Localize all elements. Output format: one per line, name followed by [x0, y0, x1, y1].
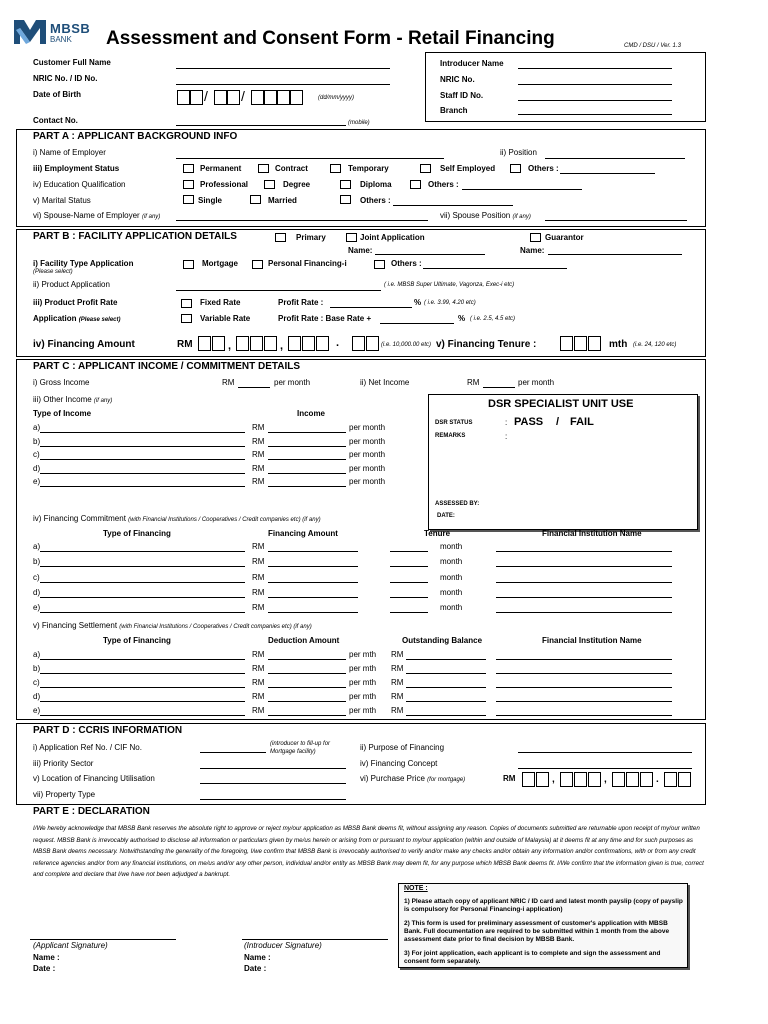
concept-field[interactable]	[518, 768, 692, 769]
net-field[interactable]	[483, 387, 515, 388]
commit-rm: RM	[252, 572, 265, 582]
spouse-position-field[interactable]	[545, 220, 687, 221]
settle-os-rm: RM	[391, 706, 404, 715]
page-title: Assessment and Consent Form - Retail Financing	[106, 28, 555, 49]
mbsb-logo-icon	[14, 18, 46, 46]
label-purpose: ii) Purpose of Financing	[360, 743, 445, 752]
settle-os-rm: RM	[391, 692, 404, 701]
commit-row-label: e)	[33, 603, 41, 613]
commit-fi-field[interactable]	[496, 566, 672, 567]
note-title: NOTE :	[404, 885, 428, 892]
contract-label: Contract	[275, 164, 308, 173]
settle-outstanding-field[interactable]	[406, 701, 486, 702]
commit-tenure-field[interactable]	[390, 597, 428, 598]
commit-fi-field[interactable]	[496, 612, 672, 613]
tenure-hint: (i.e. 24, 120 etc)	[633, 342, 677, 348]
applicant-signature-label: (Applicant Signature)	[33, 941, 108, 950]
commit-month: month	[440, 557, 463, 567]
purpose-field[interactable]	[518, 752, 692, 753]
logo-sub: BANK	[50, 35, 72, 44]
ref-no-field[interactable]	[200, 752, 266, 753]
amount-hint: (i.e. 10,000.00 etc)	[381, 342, 432, 348]
settle-fi-field[interactable]	[496, 687, 672, 688]
joint-checkbox[interactable]	[346, 233, 357, 242]
settle-fi-field[interactable]	[496, 701, 672, 702]
guarantor-label: Guarantor	[545, 233, 584, 242]
income-row-label: d)	[33, 463, 41, 473]
label-ref-no: i) Application Ref No. / CIF No.	[33, 743, 142, 752]
others-marital-field[interactable]	[393, 205, 513, 206]
primary-label: Primary	[296, 233, 326, 242]
commit-amount-field[interactable]	[268, 612, 358, 613]
professional-label: Professional	[200, 180, 249, 189]
permanent-label: Permanent	[200, 164, 242, 173]
others-edu-label: Others :	[428, 180, 459, 189]
spouse-employer-field[interactable]	[176, 220, 428, 221]
settle-outstanding-field[interactable]	[406, 673, 486, 674]
settle-type-field[interactable]	[40, 673, 245, 674]
settle-outstanding-field[interactable]	[406, 687, 486, 688]
label-gross: i) Gross Income	[33, 378, 90, 387]
full-name-field[interactable]	[176, 68, 390, 69]
diploma-label: Diploma	[360, 180, 392, 189]
label-application: Application (Please select)	[33, 314, 121, 323]
declaration-text: I/We hereby acknowledge that MBSB Bank reserves the absolute right to approve or reject my/our application as MBSB Bank deems fit, without assigning any reason. Copies of documents submitted are returnable upon receipt of my/our written request. MBSB Bank is irrevocably authorised to disclose all information or particulars given by me/us herein or arising from or pursuant to my/our application (within and outside of Malaysia) at it deems fit at any time and for such purposes as MBSB Bank deems necessary. Notwithstanding the generality of the foregoing, I/we confirm that MBSB Bank is irrevocably authorised to verify and/or make any checks and/or obtain any information and/or confirmations, with or from any credit reference agencies and/or from any financial institutions, on me/us and/or any other person, individual and/or entity as MBSB Bank may deem fit, for any purpose which MBSB Bank deems fit. I/We confirm that the information given is true, correct and complete and declare that I/we have not been adjudged a bankrupt.	[33, 825, 704, 878]
married-label: Married	[268, 196, 297, 205]
income-type-field[interactable]	[40, 486, 245, 487]
contact-field[interactable]	[176, 125, 346, 126]
applicant-name-label: Name :	[33, 953, 60, 962]
self-employed-label: Self Employed	[440, 164, 496, 173]
part-c-title: PART C : APPLICANT INCOME / COMMITMENT DETAILS	[33, 361, 301, 372]
introducer-signature-line[interactable]	[242, 939, 388, 940]
settle-os-rm: RM	[391, 664, 404, 673]
nric-field[interactable]	[176, 84, 390, 85]
income-per-month: per month	[349, 463, 386, 473]
branch-field[interactable]	[518, 114, 672, 115]
commit-fi-header: Financial Institution Name	[542, 529, 642, 538]
product-hint: ( i.e. MBSB Super Ultimate, Vagonza, Exec-i etc)	[384, 282, 515, 288]
amount-rm-label: RM	[177, 339, 193, 350]
commit-fi-field[interactable]	[496, 551, 672, 552]
commit-tenure-field[interactable]	[390, 551, 428, 552]
label-staff-id: Staff ID No.	[440, 91, 484, 100]
form-code: CMD / DSU / Ver. 1.3	[624, 43, 681, 49]
commit-rm: RM	[252, 587, 265, 597]
variable-rate-checkbox[interactable]	[181, 314, 192, 323]
note-2: 2) This form is used for preliminary assessment of customer's application with MBSB Bank. Full documentation are required to be submitted within 1 month from the above assessment date prior to final decision by MBSB Bank.	[404, 920, 670, 943]
part-b-title: PART B : FACILITY APPLICATION DETAILS	[33, 231, 237, 242]
product-field[interactable]	[176, 290, 381, 291]
label-employer: i) Name of Employer	[33, 148, 106, 157]
label-contact: Contact No.	[33, 116, 78, 125]
label-marital: v) Marital Status	[33, 196, 91, 205]
label-tenure: v) Financing Tenure :	[436, 339, 537, 350]
label-concept: iv) Financing Concept	[360, 759, 438, 768]
others-edu-checkbox[interactable]	[410, 180, 421, 189]
guarantor-checkbox[interactable]	[530, 233, 541, 242]
temporary-label: Temporary	[348, 164, 389, 173]
label-property-type: vii) Property Type	[33, 790, 96, 799]
introducer-name-label: Name :	[244, 953, 271, 962]
temporary-checkbox[interactable]	[330, 164, 341, 173]
income-rm: RM	[252, 450, 265, 459]
settle-deduction-field[interactable]	[268, 659, 346, 660]
introducer-signature-label: (Introducer Signature)	[244, 941, 322, 950]
price-rm: RM	[503, 774, 516, 783]
please-select-hint: (Please select)	[33, 269, 73, 275]
variable-rate-hint: ( i.e. 2.5, 4.5 etc)	[470, 316, 516, 322]
others-edu-field[interactable]	[462, 189, 582, 190]
label-commitment: iv) Financing Commitment (with Financial Institutions / Cooperatives / Credit companies etc) (if any)	[33, 514, 321, 523]
profit-rate-label: Profit Rate :	[278, 298, 324, 307]
dsr-box	[428, 394, 698, 530]
primary-checkbox[interactable]	[275, 233, 286, 242]
joint-label: Joint Application	[360, 233, 425, 242]
income-amount-field[interactable]	[268, 473, 346, 474]
commit-amount-field[interactable]	[268, 582, 358, 583]
income-rm: RM	[252, 436, 265, 446]
income-per-month: per month	[349, 423, 386, 432]
income-type-field[interactable]	[40, 432, 245, 433]
gross-per-month: per month	[274, 378, 311, 387]
dsr-pass[interactable]: PASS	[514, 416, 544, 428]
variable-rate-label: Variable Rate	[200, 314, 251, 323]
label-settlement: v) Financing Settlement (with Financial Institutions / Cooperatives / Credit companies etc) (if any)	[33, 621, 312, 630]
others-emp-field[interactable]	[560, 173, 655, 174]
mth-label: mth	[609, 339, 628, 350]
settle-rm: RM	[252, 664, 265, 673]
part-e-title: PART E : DECLARATION	[33, 806, 150, 817]
commit-row-label: c)	[33, 572, 40, 582]
settle-type-field[interactable]	[40, 715, 245, 716]
settle-row-label: a)	[33, 650, 41, 659]
dsr-status-label: DSR STATUS	[435, 420, 473, 426]
contract-checkbox[interactable]	[258, 164, 269, 173]
commit-amount-header: Financing Amount	[268, 529, 338, 538]
commit-rm: RM	[252, 542, 265, 551]
single-label: Single	[198, 196, 223, 205]
dob-format: (dd/mm/yyyy)	[318, 95, 354, 101]
commit-type-field[interactable]	[40, 612, 245, 613]
settle-type-field[interactable]	[40, 659, 245, 660]
commit-month: month	[440, 572, 463, 582]
commit-tenure-field[interactable]	[390, 582, 428, 583]
income-type-field[interactable]	[40, 446, 245, 447]
fixed-rate-label: Fixed Rate	[200, 298, 241, 307]
others-marital-checkbox[interactable]	[340, 195, 351, 204]
joint-name-field[interactable]	[375, 254, 485, 255]
settle-fi-field[interactable]	[496, 659, 672, 660]
income-type-field[interactable]	[40, 473, 245, 474]
dsr-fail[interactable]: FAIL	[570, 416, 594, 428]
label-profit-rate: iii) Product Profit Rate	[33, 298, 118, 307]
fixed-rate-checkbox[interactable]	[181, 299, 192, 308]
location-field[interactable]	[200, 783, 346, 784]
fixed-rate-field[interactable]	[330, 307, 412, 308]
income-amount-field[interactable]	[268, 446, 346, 447]
settle-deduction-header: Deduction Amount	[268, 636, 340, 645]
settle-rm: RM	[252, 692, 265, 701]
commit-type-field[interactable]	[40, 551, 245, 552]
label-purchase-price: vi) Purchase Price (for mortgage)	[360, 774, 466, 783]
property-type-field[interactable]	[200, 799, 346, 800]
married-checkbox[interactable]	[250, 195, 261, 204]
commit-tenure-header: Tenure	[424, 529, 451, 538]
single-checkbox[interactable]	[183, 195, 194, 204]
label-financing-amount: iv) Financing Amount	[33, 339, 135, 350]
income-row-label: a)	[33, 423, 41, 432]
income-amount-field[interactable]	[268, 459, 346, 460]
gross-field[interactable]	[238, 387, 270, 388]
settle-per-mth: per mth	[349, 664, 377, 673]
commit-row-label: a)	[33, 542, 41, 551]
dsr-title: DSR SPECIALIST UNIT USE	[488, 398, 634, 410]
settle-row-label: e)	[33, 706, 41, 715]
net-rm: RM	[467, 378, 480, 387]
others-facility-checkbox[interactable]	[374, 260, 385, 269]
label-location: v) Location of Financing Utilisation	[33, 774, 155, 783]
others-facility-field[interactable]	[423, 268, 567, 269]
degree-label: Degree	[283, 180, 311, 189]
income-rm: RM	[252, 423, 265, 432]
remarks-label: REMARKS	[435, 433, 466, 439]
mortgage-checkbox[interactable]	[183, 260, 194, 269]
staff-id-field[interactable]	[518, 100, 672, 101]
gross-rm: RM	[222, 378, 235, 387]
label-priority: iii) Priority Sector	[33, 759, 94, 768]
income-per-month: per month	[349, 477, 386, 486]
income-row-label: c)	[33, 450, 40, 459]
label-full-name: Customer Full Name	[33, 58, 111, 67]
settle-rm: RM	[252, 678, 265, 687]
position-field[interactable]	[545, 158, 685, 159]
settle-per-mth: per mth	[349, 706, 377, 715]
settle-outstanding-field[interactable]	[406, 659, 486, 660]
income-amount-field[interactable]	[268, 486, 346, 487]
type-income-header: Type of Income	[33, 409, 92, 418]
intro-nric-field[interactable]	[518, 84, 672, 85]
settle-per-mth: per mth	[349, 692, 377, 701]
assessed-by-label: ASSESSED BY:	[435, 501, 480, 507]
income-header: Income	[297, 409, 326, 418]
professional-checkbox[interactable]	[183, 180, 194, 189]
settle-os-rm: RM	[391, 678, 404, 687]
settle-row-label: d)	[33, 692, 41, 701]
mobile-hint: (mobile)	[348, 120, 370, 126]
commit-month: month	[440, 587, 463, 597]
part-d-title: PART D : CCRIS INFORMATION	[33, 725, 183, 736]
label-facility-type: i) Facility Type Application	[33, 259, 134, 268]
settle-row-label: c)	[33, 678, 40, 687]
commit-type-field[interactable]	[40, 566, 245, 567]
label-spouse-employer: vi) Spouse-Name of Employer (if any)	[33, 211, 161, 220]
others-emp-label: Others :	[528, 164, 559, 173]
settle-os-rm: RM	[391, 650, 404, 659]
income-row-label: b)	[33, 436, 41, 446]
label-intro-nric: NRIC No.	[440, 75, 475, 84]
joint-name-label: Name:	[348, 246, 373, 255]
others-marital-label: Others :	[360, 196, 391, 205]
settle-rm: RM	[252, 650, 265, 659]
label-product: ii) Product Application	[33, 280, 110, 289]
others-facility-label: Others :	[391, 259, 422, 268]
settle-fi-field[interactable]	[496, 715, 672, 716]
base-rate-label: Profit Rate : Base Rate +	[278, 314, 372, 323]
commit-rm: RM	[252, 603, 265, 613]
income-rm: RM	[252, 463, 265, 473]
income-row-label: e)	[33, 477, 41, 486]
commit-rm: RM	[252, 557, 265, 567]
settle-deduction-field[interactable]	[268, 687, 346, 688]
fixed-rate-hint: ( i.e. 3.99, 4.20 etc)	[424, 300, 476, 306]
note-1: 1) Please attach copy of applicant NRIC / ID card and latest month payslip (copy of payslip is compulsory for Personal Financing-i application)	[404, 898, 683, 913]
permanent-checkbox[interactable]	[183, 164, 194, 173]
commit-row-label: d)	[33, 587, 41, 597]
intro-name-field[interactable]	[518, 68, 672, 69]
settle-outstanding-header: Outstanding Balance	[402, 636, 483, 645]
dsr-date-label: DATE:	[437, 513, 455, 519]
others-emp-checkbox[interactable]	[510, 164, 521, 173]
commit-tenure-field[interactable]	[390, 612, 428, 613]
percent-sign-2: %	[458, 314, 466, 323]
label-emp-status: iii) Employment Status	[33, 164, 120, 173]
percent-sign: %	[414, 298, 422, 307]
introducer-date-label: Date :	[244, 964, 267, 973]
commit-type-field[interactable]	[40, 582, 245, 583]
commit-fi-field[interactable]	[496, 597, 672, 598]
label-nric: NRIC No. / ID No.	[33, 74, 98, 83]
intro-note: (introducer to fill-up for Mortgage facility)	[270, 741, 331, 755]
commit-amount-field[interactable]	[268, 551, 358, 552]
label-other-income: iii) Other Income (if any)	[33, 395, 113, 404]
guarantor-name-field[interactable]	[548, 254, 682, 255]
commit-fi-field[interactable]	[496, 582, 672, 583]
commit-tenure-field[interactable]	[390, 566, 428, 567]
priority-field[interactable]	[200, 768, 346, 769]
label-intro-name: Introducer Name	[440, 59, 504, 68]
label-position: ii) Position	[500, 148, 537, 157]
applicant-date-label: Date :	[33, 964, 56, 973]
settle-rm: RM	[252, 706, 265, 715]
personal-checkbox[interactable]	[252, 260, 263, 269]
settle-row-label: b)	[33, 664, 41, 673]
net-per-month: per month	[518, 378, 555, 387]
self-employed-checkbox[interactable]	[420, 164, 431, 173]
income-rm: RM	[252, 477, 265, 486]
settle-deduction-field[interactable]	[268, 673, 346, 674]
label-dob: Date of Birth	[33, 90, 81, 99]
diploma-checkbox[interactable]	[340, 180, 351, 189]
degree-checkbox[interactable]	[264, 180, 275, 189]
income-per-month: per month	[349, 450, 386, 459]
commit-amount-field[interactable]	[268, 597, 358, 598]
commit-type-field[interactable]	[40, 597, 245, 598]
commit-month: month	[440, 542, 463, 551]
income-type-field[interactable]	[40, 459, 245, 460]
settle-fi-field[interactable]	[496, 673, 672, 674]
settle-fi-header: Financial Institution Name	[542, 636, 642, 645]
settle-deduction-field[interactable]	[268, 701, 346, 702]
label-net: ii) Net Income	[360, 378, 410, 387]
settle-per-mth: per mth	[349, 650, 377, 659]
mortgage-label: Mortgage	[202, 259, 238, 268]
logo-name: MBSB	[50, 21, 91, 36]
personal-label: Personal Financing-i	[268, 259, 347, 268]
employer-field[interactable]	[176, 158, 444, 159]
settle-type-field[interactable]	[40, 687, 245, 688]
label-branch: Branch	[440, 106, 468, 115]
income-per-month: per month	[349, 436, 386, 446]
variable-rate-field[interactable]	[380, 323, 454, 324]
settle-per-mth: per mth	[349, 678, 377, 687]
applicant-signature-line[interactable]	[30, 939, 176, 940]
part-a-title: PART A : APPLICANT BACKGROUND INFO	[33, 131, 238, 142]
commit-type-header: Type of Financing	[103, 529, 171, 538]
label-education: iv) Education Qualification	[33, 180, 126, 189]
commit-month: month	[440, 603, 463, 613]
label-spouse-position: vii) Spouse Position (if any)	[440, 211, 531, 220]
settle-outstanding-field[interactable]	[406, 715, 486, 716]
settle-deduction-field[interactable]	[268, 715, 346, 716]
settle-type-field[interactable]	[40, 701, 245, 702]
settle-type-header: Type of Financing	[103, 636, 171, 645]
guarantor-name-label: Name:	[520, 246, 545, 255]
commit-amount-field[interactable]	[268, 566, 358, 567]
income-amount-field[interactable]	[268, 432, 346, 433]
note-3: 3) For joint application, each applicant is to complete and sign the assessment and consent form separately.	[404, 950, 661, 965]
commit-row-label: b)	[33, 557, 41, 567]
